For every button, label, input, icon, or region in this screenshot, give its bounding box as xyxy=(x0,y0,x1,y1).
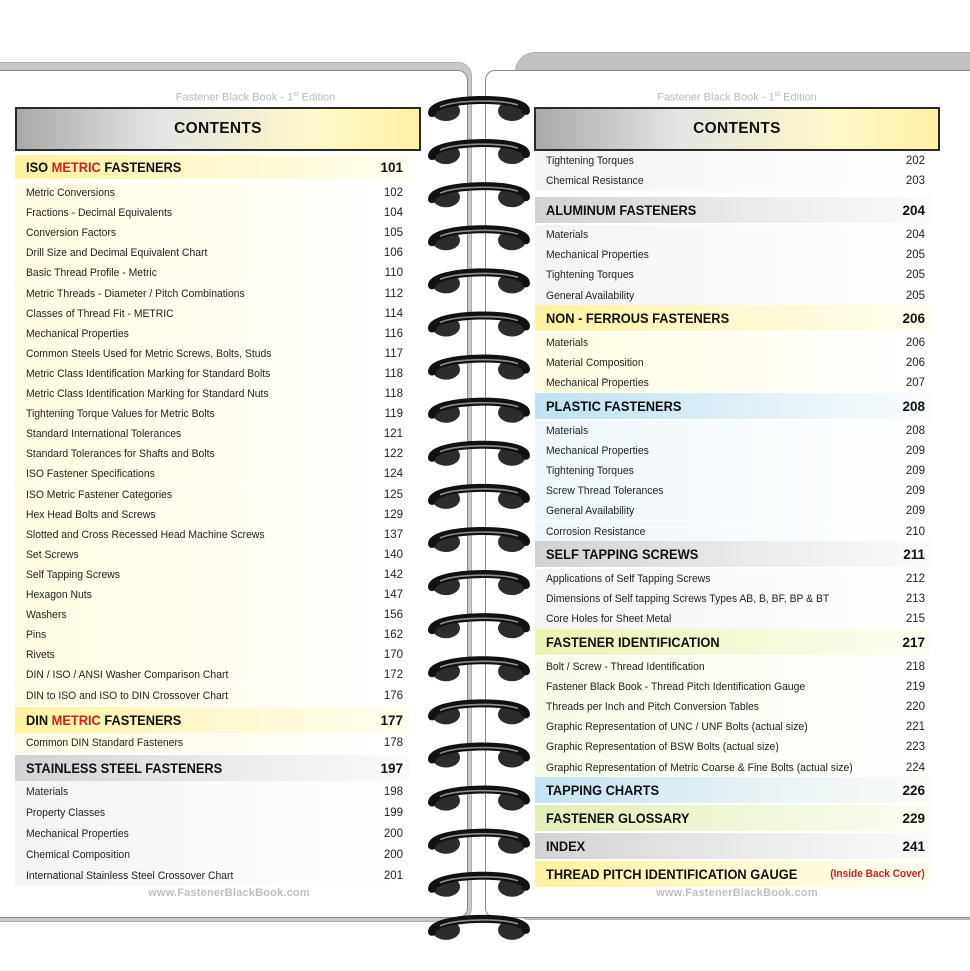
section-page: 208 xyxy=(902,398,925,414)
toc-entry-title: Washers xyxy=(26,609,67,622)
toc-entry-page: 203 xyxy=(905,175,925,187)
toc-entry-title: Chemical Composition xyxy=(26,848,130,861)
toc-item[interactable] xyxy=(535,151,931,171)
toc-entry-title: Common Steels Used for Metric Screws, Bolts, Studs xyxy=(26,347,272,360)
toc-entry-page: 205 xyxy=(905,249,925,262)
toc-entry-page: 178 xyxy=(383,737,403,749)
toc-entry-page: 114 xyxy=(384,307,403,320)
toc-entry-page: 102 xyxy=(383,187,403,200)
toc-entry-page: 118 xyxy=(384,367,403,380)
section-non-ferrous-fasteners[interactable] xyxy=(535,305,931,331)
toc-entry-page: 206 xyxy=(905,337,925,350)
section-iso-metric[interactable]: ISO METRIC FASTENERS 101 xyxy=(15,155,409,179)
toc-entry-title: Standard International Tolerances xyxy=(26,428,182,441)
toc-item[interactable] xyxy=(535,245,931,265)
toc-item[interactable] xyxy=(535,657,931,677)
toc-entry-page: 199 xyxy=(383,806,403,819)
toc-item[interactable] xyxy=(535,353,931,373)
toc-entry-title: Mechanical Properties xyxy=(26,327,129,340)
toc-entry-page: 112 xyxy=(384,287,403,300)
toc-entry-page: 176 xyxy=(383,689,403,702)
toc-entry-page: 125 xyxy=(383,488,403,501)
toc-entry-page: 209 xyxy=(905,505,925,518)
toc-entry-page: 209 xyxy=(905,445,925,458)
toc-entry-title: ISO Metric Fastener Categories xyxy=(26,488,173,501)
toc-entry-page: 205 xyxy=(905,289,925,302)
toc-entry-page: 202 xyxy=(905,155,925,167)
toc-entry-title: Materials xyxy=(26,785,69,798)
toc-item[interactable] xyxy=(535,758,931,778)
right-page xyxy=(485,70,970,918)
toc-entry-title: Classes of Thread Fit - METRIC xyxy=(26,307,174,320)
toc-entry-title: Applications of Self Tapping Screws xyxy=(546,573,711,586)
toc-entry-title: Screw Thread Tolerances xyxy=(546,485,664,498)
toc-entry-title: Hexagon Nuts xyxy=(26,589,92,602)
section-title: FASTENER IDENTIFICATION xyxy=(546,634,720,650)
toc-item[interactable] xyxy=(535,589,931,609)
toc-entry-title: Tightening Torques xyxy=(546,465,634,478)
toc-item[interactable] xyxy=(15,284,409,304)
toc-entry-title: DIN to ISO and ISO to DIN Crossover Chart xyxy=(26,689,229,702)
toc-item[interactable] xyxy=(15,384,409,404)
section-page: 211 xyxy=(903,546,925,562)
toc-item[interactable] xyxy=(15,802,409,823)
toc-item[interactable] xyxy=(15,665,409,685)
toc-entry-page: 156 xyxy=(383,609,403,622)
toc-entry-title: ISO Fastener Specifications xyxy=(26,468,155,481)
toc-item[interactable] xyxy=(15,625,409,645)
right-website: www.FastenerBlackBook.com xyxy=(656,887,818,899)
toc-entry-page: 209 xyxy=(905,485,925,498)
toc-entry-title: Mechanical Properties xyxy=(546,377,649,390)
toc-entry-page: 117 xyxy=(384,347,403,360)
toc-item[interactable] xyxy=(15,525,409,545)
toc-item[interactable] xyxy=(535,421,931,441)
toc-entry-title: Fastener Black Book - Thread Pitch Identification Gauge xyxy=(546,681,806,694)
toc-item[interactable] xyxy=(15,243,409,263)
section-fastener-glossary[interactable]: FASTENER GLOSSARY 229 xyxy=(535,805,931,831)
toc-entry-page: 116 xyxy=(384,327,403,340)
toc-entry-title: Self Tapping Screws xyxy=(26,568,120,581)
toc-entry-title: Material Composition xyxy=(546,357,644,370)
toc-item[interactable] xyxy=(15,485,409,505)
toc-item[interactable] xyxy=(15,464,409,484)
toc-entry-page: 147 xyxy=(383,589,403,602)
toc-item[interactable] xyxy=(535,333,931,353)
toc-entry-page: 220 xyxy=(905,701,925,714)
toc-item[interactable] xyxy=(535,522,931,542)
toc-entry-page: 205 xyxy=(905,269,925,282)
toc-item[interactable] xyxy=(15,263,409,283)
left-page xyxy=(0,70,468,918)
section-title: SELF TAPPING SCREWS xyxy=(546,546,699,562)
toc-item[interactable] xyxy=(535,569,931,589)
spiral-ring xyxy=(432,919,526,940)
toc-entry-title: Mechanical Properties xyxy=(546,445,649,458)
toc-entry-title: Common DIN Standard Fasteners xyxy=(26,737,184,749)
toc-item[interactable] xyxy=(15,733,409,753)
toc-entry-page: 129 xyxy=(383,508,403,521)
toc-entry-title: Dimensions of Self tapping Screws Types AB, B, BF, BP & BT xyxy=(546,593,830,606)
toc-entry-page: 210 xyxy=(905,525,925,538)
toc-entry-page: 223 xyxy=(905,741,925,754)
toc-entry-title: Slotted and Cross Recessed Head Machine Screws xyxy=(26,528,265,541)
toc-entry-title: Basic Thread Profile - Metric xyxy=(26,267,157,280)
toc-item[interactable] xyxy=(535,697,931,717)
left-website: www.FastenerBlackBook.com xyxy=(148,887,310,899)
toc-item[interactable] xyxy=(15,404,409,424)
toc-entry-page: 208 xyxy=(905,425,925,438)
toc-entry-page: 119 xyxy=(384,408,403,421)
toc-entry-page: 140 xyxy=(383,548,403,561)
toc-item[interactable] xyxy=(535,373,931,393)
toc-entry-title: Materials xyxy=(546,337,589,350)
toc-entry-title: Metric Class Identification Marking for Standard Nuts xyxy=(26,388,269,401)
toc-item[interactable] xyxy=(535,171,931,191)
toc-entry-page: 105 xyxy=(383,227,403,240)
toc-entry-title: Conversion Factors xyxy=(26,227,117,240)
toc-entry-title: Hex Head Bolts and Screws xyxy=(26,508,156,521)
section-self-tapping-screws[interactable] xyxy=(535,541,931,567)
toc-item[interactable] xyxy=(535,286,931,306)
toc-entry-title: Property Classes xyxy=(26,806,106,819)
toc-item[interactable] xyxy=(15,823,409,844)
toc-item[interactable] xyxy=(15,304,409,324)
toc-entry-page: 170 xyxy=(383,649,403,662)
toc-entry-title: Standard Tolerances for Shafts and Bolts xyxy=(26,448,215,461)
toc-item[interactable] xyxy=(15,444,409,464)
toc-entry-title: Metric Conversions xyxy=(26,187,115,200)
toc-entry-page: 122 xyxy=(383,448,403,461)
section-thread-pitch-gauge[interactable]: THREAD PITCH IDENTIFICATION GAUGE (Inside Back Cover) xyxy=(535,861,931,887)
toc-item[interactable] xyxy=(15,183,409,203)
toc-item[interactable] xyxy=(535,609,931,629)
toc-entry-title: Corrosion Resistance xyxy=(546,525,646,538)
toc-entry-page: 162 xyxy=(383,629,403,642)
toc-entry-page: 209 xyxy=(905,465,925,478)
toc-item[interactable] xyxy=(535,225,931,245)
toc-entry-page: 121 xyxy=(383,428,403,441)
toc-entry-title: Bolt / Screw - Thread Identification xyxy=(546,661,705,674)
toc-entry-page: 104 xyxy=(383,207,403,220)
section-title: PLASTIC FASTENERS xyxy=(546,398,682,414)
section-index[interactable]: INDEX 241 xyxy=(535,833,931,859)
toc-item[interactable] xyxy=(15,645,409,665)
section-page: 217 xyxy=(902,634,925,650)
section-page: 204 xyxy=(902,202,925,218)
toc-item[interactable] xyxy=(535,737,931,757)
toc-item[interactable] xyxy=(15,585,409,605)
toc-item[interactable] xyxy=(535,717,931,737)
toc-entry-page: 200 xyxy=(383,848,403,861)
toc-entry-title: Materials xyxy=(546,425,589,438)
section-plastic-fasteners[interactable] xyxy=(535,393,931,419)
toc-entry-title: Fractions - Decimal Equivalents xyxy=(26,207,173,220)
toc-entry-page: 110 xyxy=(384,267,403,280)
toc-item[interactable] xyxy=(15,865,409,886)
section-aluminum-fasteners[interactable] xyxy=(535,197,931,223)
toc-item[interactable] xyxy=(15,324,409,344)
toc-entry-title: General Availability xyxy=(546,289,635,302)
toc-entry-title: Tightening Torque Values for Metric Bolts xyxy=(26,408,215,421)
toc-entry-title: Metric Class Identification Marking for Standard Bolts xyxy=(26,367,271,380)
toc-item[interactable] xyxy=(535,265,931,285)
section-title: NON - FERROUS FASTENERS xyxy=(546,310,730,326)
toc-entry-title: Mechanical Properties xyxy=(546,249,649,262)
toc-entry-title: International Stainless Steel Crossover Chart xyxy=(26,869,234,882)
toc-item[interactable] xyxy=(15,505,409,525)
toc-entry-page: 224 xyxy=(905,761,925,774)
toc-entry-title: Core Holes for Sheet Metal xyxy=(546,613,672,626)
toc-entry-title: Drill Size and Decimal Equivalent Chart xyxy=(26,247,208,260)
toc-entry-page: 204 xyxy=(905,229,925,242)
toc-item[interactable] xyxy=(15,203,409,223)
left-toc xyxy=(15,151,409,891)
toc-item[interactable] xyxy=(15,364,409,384)
toc-item[interactable] xyxy=(15,605,409,625)
toc-item[interactable] xyxy=(535,441,931,461)
toc-item[interactable] xyxy=(535,481,931,501)
toc-item[interactable] xyxy=(15,781,409,802)
toc-entry-page: 124 xyxy=(383,468,403,481)
toc-entry-title: Tightening Torques xyxy=(546,269,634,282)
toc-entry-title: Mechanical Properties xyxy=(26,827,129,840)
toc-entry-title: DIN / ISO / ANSI Washer Comparison Chart xyxy=(26,669,229,682)
toc-entry-title: Set Screws xyxy=(26,548,79,561)
toc-item[interactable] xyxy=(15,686,409,706)
toc-entry-title: Graphic Representation of Metric Coarse & Fine Bolts (actual size) xyxy=(546,761,853,774)
toc-item[interactable] xyxy=(535,677,931,697)
section-din-metric[interactable]: DIN METRIC FASTENERS 177 xyxy=(15,707,409,733)
toc-entry-title: Rivets xyxy=(26,649,55,662)
toc-entry-title: Tightening Torques xyxy=(546,155,634,167)
toc-entry-title: Pins xyxy=(26,629,47,642)
toc-entry-title: General Availability xyxy=(546,505,635,518)
toc-entry-page: 207 xyxy=(905,377,925,390)
toc-entry-page: 137 xyxy=(383,528,403,541)
toc-entry-title: Threads per Inch and Pitch Conversion Tables xyxy=(546,701,759,714)
right-contents-heading: CONTENTS xyxy=(534,107,940,151)
toc-entry-page: 215 xyxy=(905,613,925,626)
section-stainless-steel[interactable]: STAINLESS STEEL FASTENERS 197 xyxy=(15,755,409,781)
toc-entry-page: 106 xyxy=(383,247,403,260)
toc-entry-title: Materials xyxy=(546,229,589,242)
inside-back-cover-note: (Inside Back Cover) xyxy=(830,868,925,880)
toc-entry-page: 201 xyxy=(383,869,403,882)
left-contents-heading: CONTENTS xyxy=(15,107,421,151)
toc-item[interactable] xyxy=(15,565,409,585)
section-fastener-identification[interactable] xyxy=(535,629,931,655)
toc-entry-page: 198 xyxy=(383,785,403,798)
toc-item[interactable] xyxy=(15,545,409,565)
toc-entry-page: 118 xyxy=(384,388,403,401)
toc-entry-page: 213 xyxy=(905,593,925,606)
toc-entry-page: 206 xyxy=(905,357,925,370)
toc-entry-page: 142 xyxy=(383,568,403,581)
section-tapping-charts[interactable]: TAPPING CHARTS 226 xyxy=(535,777,931,803)
toc-entry-page: 212 xyxy=(905,573,925,586)
toc-entry-title: Graphic Representation of BSW Bolts (actual size) xyxy=(546,741,779,754)
section-page: 206 xyxy=(902,310,925,326)
toc-item[interactable] xyxy=(15,844,409,865)
toc-entry-page: 219 xyxy=(905,681,925,694)
toc-entry-title: Metric Threads - Diameter / Pitch Combinations xyxy=(26,287,245,300)
toc-entry-page: 172 xyxy=(383,669,403,682)
left-book-title: Fastener Black Book - 1st Edition xyxy=(175,91,336,104)
toc-entry-title: Graphic Representation of UNC / UNF Bolts (actual size) xyxy=(546,721,808,734)
right-toc xyxy=(535,151,931,891)
toc-item[interactable] xyxy=(535,461,931,481)
toc-item[interactable] xyxy=(15,344,409,364)
toc-item[interactable] xyxy=(15,424,409,444)
toc-entry-page: 200 xyxy=(383,827,403,840)
toc-item[interactable] xyxy=(535,501,931,521)
right-book-title: Fastener Black Book - 1st Edition xyxy=(657,91,817,104)
toc-entry-page: 221 xyxy=(905,721,925,734)
toc-entry-page: 218 xyxy=(905,661,925,674)
toc-item[interactable] xyxy=(15,223,409,243)
toc-entry-title: Chemical Resistance xyxy=(546,175,644,187)
section-title: ALUMINUM FASTENERS xyxy=(546,202,697,218)
